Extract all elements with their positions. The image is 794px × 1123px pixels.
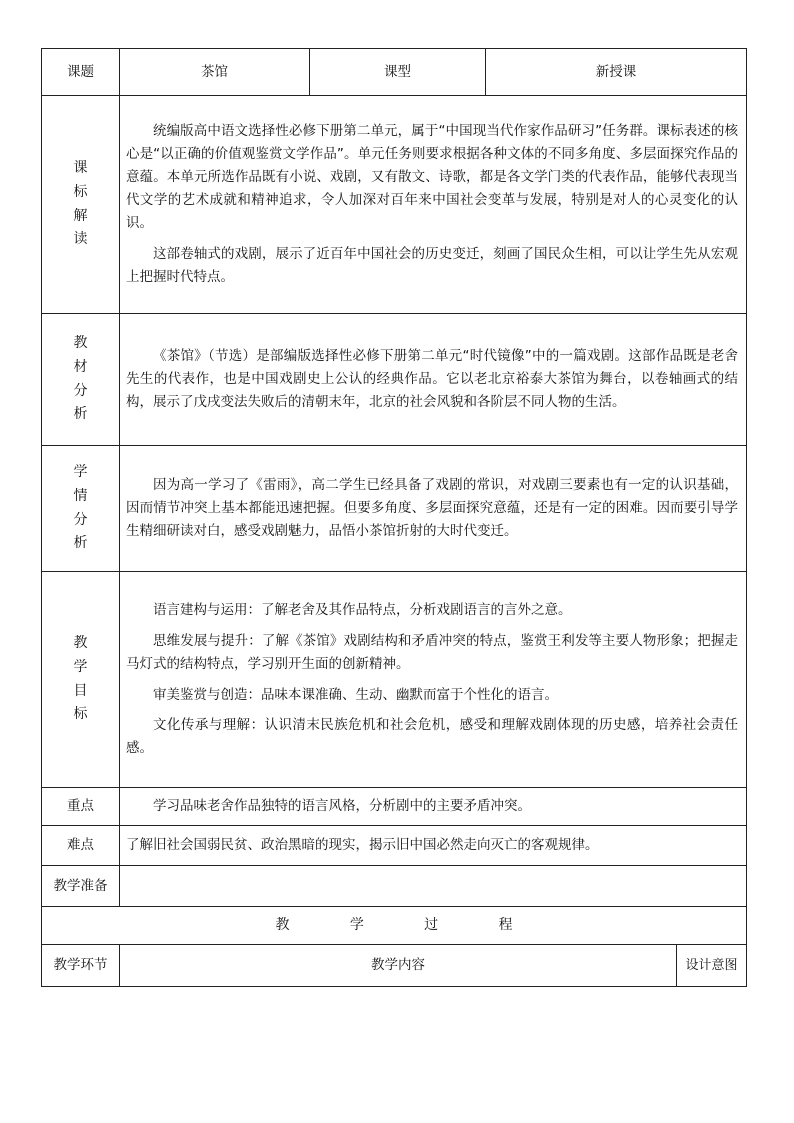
goals-content: 语言建构与运用：了解老舍及其作品特点，分析戏剧语言的言外之意。 思维发展与提升：了解《茶馆》戏剧结构和矛盾冲突的特点，鉴赏王利发等主要人物形象；把握走马灯式的结构特点，学习别开生面的创新精神。 审美鉴赏与创造：品味本课准确、生动、幽默而富于个性化的语言。 文化传承与理解：认识清末民族危机和社会危机，感受和理解戏剧体现的历史感，培养社会责任感。: [120, 572, 747, 788]
process-header-row: [42, 945, 747, 987]
process-title: 教 学 过 程: [42, 907, 747, 945]
key-points-content: 学习品味老舍作品独特的语言风格，分析剧中的主要矛盾冲突。: [120, 788, 747, 826]
curriculum-label: 课 标 解 读: [42, 96, 120, 314]
col-stage-header: 教学环节: [42, 945, 120, 987]
lesson-type-label: 课型: [310, 49, 486, 96]
preparation-label: 教学准备: [42, 866, 120, 907]
lesson-plan-table: [41, 48, 747, 987]
key-points-label: 重点: [42, 788, 120, 826]
textbook-content: 《茶馆》（节选）是部编版选择性必修下册第二单元“时代镜像”中的一篇戏剧。这部作品既是老舍先生的代表作，也是中国戏剧史上公认的经典作品。它以老北京裕泰大茶馆为舞台，以卷轴画式的结构，展示了戊戌变法失败后的清朝末年，北京的社会风貌和各阶层不同人物的生活。: [120, 314, 747, 446]
textbook-label: 教 材 分 析: [42, 314, 120, 446]
students-label: 学 情 分 析: [42, 446, 120, 572]
difficulties-label: 难点: [42, 826, 120, 866]
goals-row: [42, 572, 747, 788]
difficulties-content: 了解旧社会国弱民贫、政治黑暗的现实，揭示旧中国必然走向灭亡的客观规律。: [120, 826, 747, 866]
preparation-content: [120, 866, 747, 907]
lesson-type-value: 新授课: [486, 49, 747, 96]
difficulties-row: [42, 826, 747, 866]
process-title-row: [42, 907, 747, 945]
key-points-row: [42, 788, 747, 826]
preparation-row: [42, 866, 747, 907]
goals-label: 教 学 目 标: [42, 572, 120, 788]
col-intent-header: 设计意图: [677, 945, 747, 987]
header-row: [42, 49, 747, 96]
students-row: [42, 446, 747, 572]
topic-value: 茶馆: [120, 49, 310, 96]
topic-label: 课题: [42, 49, 120, 96]
curriculum-row: [42, 96, 747, 314]
students-content: 因为高一学习了《雷雨》，高二学生已经具备了戏剧的常识，对戏剧三要素也有一定的认识基础，因而情节冲突上基本都能迅速把握。但要多角度、多层面探究意蕴，还是有一定的困难。因而要引导学生精细研读对白，感受戏剧魅力，品悟小茶馆折射的大时代变迁。: [120, 446, 747, 572]
textbook-row: [42, 314, 747, 446]
col-content-header: 教学内容: [120, 945, 677, 987]
curriculum-content: 统编版高中语文选择性必修下册第二单元，属于“中国现当代作家作品研习”任务群。课标表述的核心是“以正确的价值观鉴赏文学作品”。单元任务则要求根据各种文体的不同多角度、多层面探究作品的意蕴。本单元所选作品既有小说、戏剧，又有散文、诗歌，都是各文学门类的代表作品，能够代表现当代文学的艺术成就和精神追求，令人加深对百年来中国社会变革与发展，特别是对人的心灵变化的认识。 这部卷轴式的戏剧，展示了近百年中国社会的历史变迁，刻画了国民众生相，可以让学生先从宏观上把握时代特点。: [120, 96, 747, 314]
